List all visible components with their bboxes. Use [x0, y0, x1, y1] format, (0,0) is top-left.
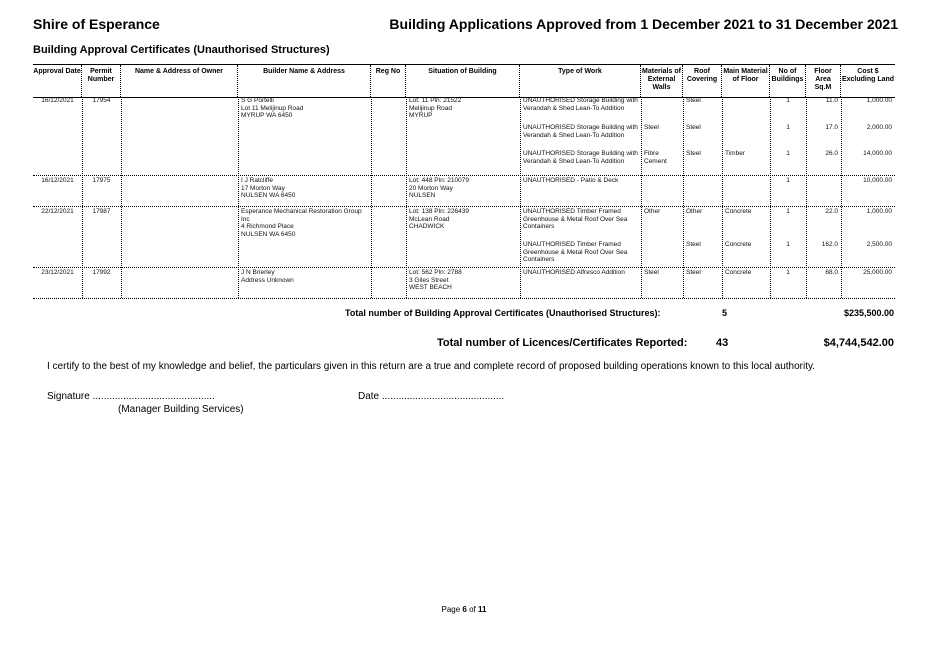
cell-type-of-work: UNAUTHORISED Timber Framed Greenhouse & Metal Roof Over Sea Containers	[523, 208, 628, 230]
cell-permit-number: 17975	[92, 177, 111, 184]
cell-floor-area: 162.0	[821, 241, 838, 248]
column-header-external-walls: Materials of External Walls	[641, 65, 683, 97]
date-line: Date ............................................	[358, 391, 505, 402]
column-header-reg-no: Reg No	[371, 65, 406, 97]
cell-roof-covering: Steel	[686, 241, 701, 248]
column-header-owner: Name & Address of Owner	[121, 65, 238, 97]
cell-permit-number: 17954	[92, 97, 111, 104]
cell-floor-material: Concrete	[725, 241, 752, 248]
cell-floor-material: Concrete	[725, 269, 752, 276]
cell-floor-material: Concrete	[725, 208, 752, 215]
cell-cost: 1,000.00	[866, 97, 892, 104]
cell-building-count: 1	[786, 124, 790, 131]
cell-type-of-work: UNAUTHORISED Alfresco Addition	[523, 269, 625, 276]
cell-building-count: 1	[786, 97, 790, 104]
section-total-cost: $235,500.00	[843, 308, 894, 318]
cell-approval-date: 22/12/2021	[41, 208, 74, 215]
section-total-label: Total number of Building Approval Certificates (Unauthorised Structures):	[345, 308, 661, 318]
cell-floor-area: 22.0	[825, 208, 838, 215]
cell-external-walls: Other	[644, 208, 661, 215]
cell-approval-date: 16/12/2021	[41, 97, 74, 104]
cell-floor-area: 17.0	[825, 124, 838, 131]
cell-cost: 1,000.00	[866, 208, 892, 215]
signature-role: (Manager Building Services)	[118, 404, 244, 415]
cell-roof-covering: Steel	[686, 97, 701, 104]
cell-permit-number: 17992	[92, 269, 111, 276]
signature-line: Signature ............................................	[47, 391, 215, 402]
cell-builder: Esperance Mechanical Restoration Group Inc 4 Richmond Place NULSEN WA 6450	[241, 208, 362, 238]
page-number: 6	[462, 605, 467, 614]
cell-builder: S G Portelli Lot 11 Melijinup Road MYRUP WA 6450	[241, 97, 304, 119]
table-body	[33, 97, 895, 298]
column-header-building-count: No of Buildings	[770, 65, 806, 97]
cell-external-walls: Steel	[644, 124, 659, 131]
cell-builder: J N Brierley Address Unknown	[241, 269, 294, 284]
cell-floor-area: 68.0	[825, 269, 838, 276]
cell-cost: 14,000.00	[863, 150, 892, 157]
cell-roof-covering: Steel	[686, 150, 701, 157]
cell-floor-material: Timber	[725, 150, 745, 157]
overall-total-cost: $4,744,542.00	[823, 337, 894, 349]
page-of: of	[469, 605, 476, 614]
column-header-cost: Cost $ Excluding Land	[841, 68, 895, 83]
cell-building-count: 1	[786, 241, 790, 248]
column-header-builder: Builder Name & Address	[238, 65, 371, 97]
cell-cost: 2,500.00	[866, 241, 892, 248]
cell-external-walls: Fibre Cement	[644, 150, 667, 165]
cell-permit-number: 17987	[92, 208, 111, 215]
cell-type-of-work: UNAUTHORISED Storage Building with Verandah & Shed Lean-To Addition	[523, 150, 638, 165]
cell-situation: Lot: 138 Pln: 226439 McLean Road CHADWICK	[409, 208, 469, 230]
cell-cost: 2,000.00	[866, 124, 892, 131]
cell-situation: Lot: 562 Pln: 2788 3 Giles Street WEST BEACH	[409, 269, 462, 291]
record-separator	[33, 267, 895, 268]
cell-situation: Lot: 448 Pln: 210079 20 Morton Way NULSEN	[409, 177, 469, 199]
column-header-situation: Situation of Building	[406, 65, 520, 97]
cell-cost: 25,000.00	[863, 269, 892, 276]
cell-type-of-work: UNAUTHORISED Timber Framed Greenhouse & Metal Roof Over Sea Containers	[523, 241, 628, 263]
column-header-roof-covering: Roof Covering	[683, 65, 722, 97]
certification-statement: I certify to the best of my knowledge and belief, the particulars given in this return are a true and complete record of proposed building operations known to this local authority.	[47, 361, 816, 372]
cell-cost: 10,000.00	[863, 177, 892, 184]
cell-builder: I J Ratcliffe 17 Morton Way NULSEN WA 6450	[241, 177, 296, 199]
record-separator	[33, 206, 895, 207]
cell-situation: Lot: 11 Pln: 21522 Melijinup Road MYRUP	[409, 97, 462, 119]
cell-type-of-work: UNAUTHORISED Storage Building with Verandah & Shed Lean-To Addition	[523, 97, 638, 112]
cell-roof-covering: Steel	[686, 124, 701, 131]
table-bottom-rule	[33, 298, 895, 299]
table-header	[33, 64, 895, 98]
cell-type-of-work: UNAUTHORISED Storage Building with Verandah & Shed Lean-To Addition	[523, 124, 638, 139]
cell-roof-covering: Other	[686, 208, 703, 215]
record-separator	[33, 175, 895, 176]
page-footer	[0, 605, 928, 614]
page-total: 11	[478, 605, 487, 614]
cell-roof-covering: Steel	[686, 269, 701, 276]
cell-floor-area: 11.0	[825, 97, 838, 104]
cell-type-of-work: UNAUTHORISED - Patio & Deck	[523, 177, 619, 184]
cell-external-walls: Steel	[644, 269, 659, 276]
section-total-count: 5	[722, 308, 728, 318]
column-header-approval-date: Approval Date	[33, 65, 82, 97]
overall-total-label: Total number of Licences/Certificates Reported:	[437, 337, 688, 349]
section-title: Building Approval Certificates (Unauthorised Structures)	[33, 44, 330, 56]
cell-floor-area: 26.0	[825, 150, 838, 157]
cell-approval-date: 16/12/2021	[41, 177, 74, 184]
cell-building-count: 1	[786, 269, 790, 276]
cell-building-count: 1	[786, 208, 790, 215]
cell-building-count: 1	[786, 150, 790, 157]
page-prefix: Page	[441, 605, 461, 614]
column-header-floor-material: Main Material of Floor	[722, 65, 770, 97]
cell-building-count: 1	[786, 177, 790, 184]
column-header-floor-area: Floor Area Sq.M	[806, 65, 841, 97]
overall-total-count: 43	[716, 337, 729, 349]
organisation-name: Shire of Esperance	[33, 16, 160, 32]
column-header-type-of-work: Type of Work	[520, 65, 641, 97]
report-title: Building Applications Approved from 1 December 2021 to 31 December 2021	[389, 16, 898, 32]
cell-approval-date: 23/12/2021	[41, 269, 74, 276]
column-header-permit-number: Permit Number	[82, 65, 121, 97]
